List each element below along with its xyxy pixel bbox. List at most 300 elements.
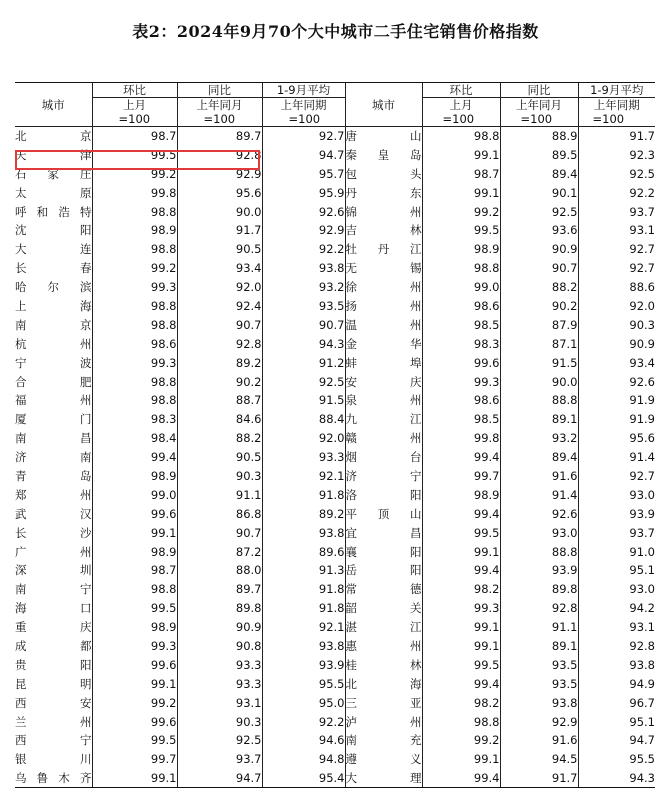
- yoy-value-right: 91.4: [500, 485, 578, 504]
- city-name-left: 广州: [15, 544, 92, 559]
- yoy-value-left: 90.8: [177, 637, 262, 656]
- city-name-left: 长沙: [15, 525, 92, 540]
- avg-value-left: 93.9: [262, 655, 345, 674]
- yoy-value-left: 87.2: [177, 542, 262, 561]
- yoy-value-left: 89.8: [177, 599, 262, 618]
- mom-value-left: 99.1: [92, 523, 177, 542]
- mom-value-left: 98.9: [92, 618, 177, 637]
- avg-value-left: 93.8: [262, 637, 345, 656]
- table-row: [15, 221, 655, 240]
- avg-value-left: 93.8: [262, 523, 345, 542]
- mom-value-left: 98.7: [92, 127, 177, 146]
- yoy-value-right: 91.5: [500, 353, 578, 372]
- city-name-left: 西安: [15, 695, 92, 710]
- city-name-left: 沈阳: [15, 223, 92, 238]
- table-row: [15, 164, 655, 183]
- table-row: [15, 297, 655, 316]
- mom-value-right: 98.8: [422, 127, 500, 146]
- header-avg-group: 1-9月平均: [262, 83, 345, 98]
- table-row: [15, 731, 655, 750]
- yoy-value-right: 91.1: [500, 618, 578, 637]
- mom-value-right: 99.0: [422, 278, 500, 297]
- mom-value-right: 99.4: [422, 448, 500, 467]
- yoy-value-left: 90.3: [177, 467, 262, 486]
- header-mom-sub: 上月: [92, 98, 177, 113]
- mom-value-left: 98.8: [92, 202, 177, 221]
- city-name-left: 太原: [15, 185, 92, 200]
- city-name-left: 长春: [15, 261, 92, 276]
- yoy-value-left: 93.1: [177, 693, 262, 712]
- avg-value-left: 92.2: [262, 240, 345, 259]
- yoy-value-right: 88.2: [500, 278, 578, 297]
- city-name-left: 南京: [15, 317, 92, 332]
- city-name-right: 赣州: [345, 429, 422, 448]
- table-row: [15, 334, 655, 353]
- yoy-value-left: 90.7: [177, 523, 262, 542]
- city-name-left: 重庆: [15, 620, 92, 635]
- mom-value-right: 99.1: [422, 542, 500, 561]
- yoy-value-left: 88.0: [177, 561, 262, 580]
- mom-value-right: 99.1: [422, 750, 500, 769]
- city-name-left: 厦门: [15, 412, 92, 427]
- mom-value-right: 99.4: [422, 769, 500, 788]
- city-name-right: 襄阳: [345, 542, 422, 561]
- city-name-left: 杭州: [15, 336, 92, 351]
- yoy-value-right: 91.6: [500, 467, 578, 486]
- city-name-left: 海口: [15, 601, 92, 616]
- yoy-value-right: 88.8: [500, 391, 578, 410]
- mom-value-right: 99.4: [422, 504, 500, 523]
- mom-value-left: 99.6: [92, 712, 177, 731]
- city-name-left: 深圳: [15, 563, 92, 578]
- avg-value-right: 94.2: [578, 599, 655, 618]
- avg-value-right: 92.7: [578, 259, 655, 278]
- city-name-right: 无锡: [345, 259, 422, 278]
- city-name-left: 乌鲁木齐: [15, 769, 92, 788]
- avg-value-left: 89.6: [262, 542, 345, 561]
- table-row: [15, 183, 655, 202]
- city-name-right: 岳阳: [345, 561, 422, 580]
- header-base: =100: [422, 112, 500, 127]
- yoy-value-left: 88.7: [177, 391, 262, 410]
- mom-value-left: 98.9: [92, 542, 177, 561]
- yoy-value-left: 90.0: [177, 202, 262, 221]
- mom-value-right: 99.8: [422, 429, 500, 448]
- table-row: [15, 504, 655, 523]
- header-city-right: 城市: [345, 83, 422, 127]
- city-name-left: 昆明: [15, 676, 92, 691]
- city-name-right: 包头: [345, 164, 422, 183]
- header-yoy-group-right: 同比: [500, 83, 578, 98]
- avg-value-right: 93.1: [578, 221, 655, 240]
- city-name-left: 北京: [15, 129, 92, 144]
- table-row: [15, 410, 655, 429]
- city-name-right: 金华: [345, 334, 422, 353]
- mom-value-right: 99.5: [422, 523, 500, 542]
- yoy-value-right: 90.2: [500, 297, 578, 316]
- table-row: [15, 429, 655, 448]
- yoy-value-left: 92.4: [177, 297, 262, 316]
- city-name-left: 济南: [15, 450, 92, 465]
- city-name-left: 武汉: [15, 506, 92, 521]
- city-name-left: 上海: [15, 298, 92, 313]
- city-name-right: 安庆: [345, 372, 422, 391]
- mom-value-right: 99.5: [422, 221, 500, 240]
- avg-value-left: 92.2: [262, 712, 345, 731]
- avg-value-right: 95.1: [578, 712, 655, 731]
- avg-value-left: 92.1: [262, 467, 345, 486]
- mom-value-right: 99.3: [422, 599, 500, 618]
- mom-value-right: 98.5: [422, 410, 500, 429]
- header-yoy-sub: 上年同月: [177, 98, 262, 113]
- price-index-table: [15, 82, 655, 788]
- avg-value-left: 95.9: [262, 183, 345, 202]
- avg-value-right: 92.5: [578, 164, 655, 183]
- mom-value-right: 99.4: [422, 674, 500, 693]
- avg-value-right: 95.5: [578, 750, 655, 769]
- table-row: [15, 315, 655, 334]
- yoy-value-right: 93.5: [500, 655, 578, 674]
- mom-value-right: 99.3: [422, 372, 500, 391]
- mom-value-right: 98.2: [422, 580, 500, 599]
- yoy-value-right: 90.0: [500, 372, 578, 391]
- city-name-left: 呼和浩特: [15, 204, 92, 219]
- table-row: [15, 674, 655, 693]
- city-name-left: 南宁: [15, 582, 92, 597]
- avg-value-right: 92.2: [578, 183, 655, 202]
- city-name-left: 宁波: [15, 355, 92, 370]
- city-name-left: 南昌: [15, 431, 92, 446]
- table-header: [15, 83, 655, 127]
- city-name-right: 三亚: [345, 693, 422, 712]
- table-row: [15, 542, 655, 561]
- avg-value-left: 94.6: [262, 731, 345, 750]
- city-name-right: 丹东: [345, 183, 422, 202]
- avg-value-right: 90.9: [578, 334, 655, 353]
- yoy-value-right: 89.4: [500, 164, 578, 183]
- yoy-value-right: 92.6: [500, 504, 578, 523]
- city-name-right: 吉林: [345, 221, 422, 240]
- city-name-left: 西宁: [15, 733, 92, 748]
- yoy-value-left: 89.7: [177, 127, 262, 146]
- mom-value-left: 99.6: [92, 504, 177, 523]
- city-name-left: 哈尔滨: [15, 280, 92, 295]
- yoy-value-right: 90.7: [500, 259, 578, 278]
- table-row: [15, 580, 655, 599]
- avg-value-right: 96.7: [578, 693, 655, 712]
- avg-value-right: 95.6: [578, 429, 655, 448]
- avg-value-left: 92.5: [262, 372, 345, 391]
- avg-value-left: 92.0: [262, 429, 345, 448]
- table-row: [15, 145, 655, 164]
- mom-value-right: 98.8: [422, 259, 500, 278]
- city-name-left: 天津: [15, 147, 92, 162]
- avg-value-right: 95.1: [578, 561, 655, 580]
- yoy-value-left: 84.6: [177, 410, 262, 429]
- city-name-right: 南充: [345, 731, 422, 750]
- yoy-value-left: 92.9: [177, 164, 262, 183]
- header-mom-group: 环比: [92, 83, 177, 98]
- yoy-value-left: 93.7: [177, 750, 262, 769]
- avg-value-right: 91.9: [578, 391, 655, 410]
- header-mom-group-right: 环比: [422, 83, 500, 98]
- mom-value-left: 99.1: [92, 674, 177, 693]
- mom-value-left: 98.8: [92, 391, 177, 410]
- header-base: =100: [177, 112, 262, 127]
- header-base: =100: [262, 112, 345, 127]
- avg-value-right: 93.0: [578, 485, 655, 504]
- city-name-right: 泸州: [345, 712, 422, 731]
- avg-value-left: 95.7: [262, 164, 345, 183]
- mom-value-right: 98.3: [422, 334, 500, 353]
- yoy-value-left: 93.3: [177, 674, 262, 693]
- mom-value-right: 99.1: [422, 618, 500, 637]
- avg-value-right: 93.9: [578, 504, 655, 523]
- mom-value-right: 99.1: [422, 145, 500, 164]
- yoy-value-right: 87.9: [500, 315, 578, 334]
- mom-value-right: 98.7: [422, 164, 500, 183]
- city-name-left: 石家庄: [15, 166, 92, 181]
- mom-value-left: 99.5: [92, 599, 177, 618]
- yoy-value-right: 94.5: [500, 750, 578, 769]
- mom-value-right: 99.5: [422, 655, 500, 674]
- yoy-value-right: 93.0: [500, 523, 578, 542]
- avg-value-left: 91.2: [262, 353, 345, 372]
- avg-value-left: 95.4: [262, 769, 345, 788]
- city-name-right: 扬州: [345, 297, 422, 316]
- yoy-value-right: 90.1: [500, 183, 578, 202]
- mom-value-left: 99.0: [92, 485, 177, 504]
- mom-value-right: 99.2: [422, 731, 500, 750]
- city-name-right: 九江: [345, 410, 422, 429]
- table-row: [15, 127, 655, 146]
- table-row: [15, 599, 655, 618]
- yoy-value-right: 93.2: [500, 429, 578, 448]
- avg-value-left: 88.4: [262, 410, 345, 429]
- city-name-right: 锦州: [345, 202, 422, 221]
- yoy-value-left: 94.7: [177, 769, 262, 788]
- city-name-right: 湛江: [345, 618, 422, 637]
- city-name-right: 济宁: [345, 467, 422, 486]
- city-name-right: 平顶山: [345, 504, 422, 523]
- avg-value-left: 93.5: [262, 297, 345, 316]
- yoy-value-left: 92.8: [177, 334, 262, 353]
- mom-value-right: 99.1: [422, 637, 500, 656]
- city-name-right: 秦皇岛: [345, 145, 422, 164]
- header-base: =100: [578, 112, 655, 127]
- yoy-value-left: 90.3: [177, 712, 262, 731]
- avg-value-right: 93.7: [578, 202, 655, 221]
- mom-value-left: 99.8: [92, 183, 177, 202]
- yoy-value-right: 90.9: [500, 240, 578, 259]
- avg-value-right: 93.1: [578, 618, 655, 637]
- avg-value-left: 92.9: [262, 221, 345, 240]
- city-name-right: 徐州: [345, 278, 422, 297]
- table-row: [15, 655, 655, 674]
- mom-value-left: 99.5: [92, 145, 177, 164]
- city-name-right: 遵义: [345, 750, 422, 769]
- yoy-value-right: 93.8: [500, 693, 578, 712]
- yoy-value-right: 92.5: [500, 202, 578, 221]
- city-name-left: 郑州: [15, 487, 92, 502]
- avg-value-right: 93.8: [578, 655, 655, 674]
- mom-value-left: 98.3: [92, 410, 177, 429]
- avg-value-left: 93.2: [262, 278, 345, 297]
- mom-value-left: 99.1: [92, 769, 177, 788]
- yoy-value-left: 89.2: [177, 353, 262, 372]
- city-name-left: 合肥: [15, 374, 92, 389]
- avg-value-left: 93.3: [262, 448, 345, 467]
- yoy-value-right: 89.5: [500, 145, 578, 164]
- table-body: [15, 127, 655, 788]
- avg-value-left: 92.6: [262, 202, 345, 221]
- mom-value-left: 99.2: [92, 693, 177, 712]
- mom-value-left: 98.6: [92, 334, 177, 353]
- yoy-value-right: 92.9: [500, 712, 578, 731]
- mom-value-left: 99.6: [92, 655, 177, 674]
- avg-value-left: 91.3: [262, 561, 345, 580]
- yoy-value-right: 93.5: [500, 674, 578, 693]
- avg-value-right: 90.3: [578, 315, 655, 334]
- yoy-value-right: 89.4: [500, 448, 578, 467]
- table-row: [15, 618, 655, 637]
- yoy-value-left: 90.2: [177, 372, 262, 391]
- mom-value-left: 99.2: [92, 259, 177, 278]
- table-row: [15, 750, 655, 769]
- city-name-right: 牡丹江: [345, 240, 422, 259]
- city-name-left: 青岛: [15, 468, 92, 483]
- yoy-value-left: 90.5: [177, 448, 262, 467]
- avg-value-left: 91.8: [262, 580, 345, 599]
- avg-value-right: 91.4: [578, 448, 655, 467]
- mom-value-right: 99.4: [422, 561, 500, 580]
- mom-value-right: 98.2: [422, 693, 500, 712]
- mom-value-left: 99.3: [92, 637, 177, 656]
- yoy-value-left: 92.0: [177, 278, 262, 297]
- city-name-left: 兰州: [15, 714, 92, 729]
- header-yoy-group: 同比: [177, 83, 262, 98]
- mom-value-left: 99.3: [92, 353, 177, 372]
- header-base: =100: [500, 112, 578, 127]
- yoy-value-left: 90.5: [177, 240, 262, 259]
- city-name-right: 烟台: [345, 448, 422, 467]
- avg-value-right: 94.3: [578, 769, 655, 788]
- yoy-value-right: 88.8: [500, 542, 578, 561]
- yoy-value-right: 91.6: [500, 731, 578, 750]
- yoy-value-left: 95.6: [177, 183, 262, 202]
- avg-value-right: 91.9: [578, 410, 655, 429]
- avg-value-left: 92.1: [262, 618, 345, 637]
- yoy-value-right: 89.1: [500, 637, 578, 656]
- mom-value-left: 99.3: [92, 278, 177, 297]
- avg-value-left: 91.5: [262, 391, 345, 410]
- table-row: [15, 712, 655, 731]
- avg-value-right: 92.0: [578, 297, 655, 316]
- city-name-left: 成都: [15, 638, 92, 653]
- header-avg-group-right: 1-9月平均: [578, 83, 655, 98]
- mom-value-left: 98.9: [92, 467, 177, 486]
- header-avg-sub: 上年同期: [262, 98, 345, 113]
- table-row: [15, 391, 655, 410]
- yoy-value-right: 89.1: [500, 410, 578, 429]
- avg-value-left: 95.5: [262, 674, 345, 693]
- avg-value-right: 93.0: [578, 580, 655, 599]
- yoy-value-left: 92.5: [177, 731, 262, 750]
- mom-value-left: 98.7: [92, 561, 177, 580]
- mom-value-right: 98.9: [422, 485, 500, 504]
- avg-value-left: 94.3: [262, 334, 345, 353]
- city-name-right: 惠州: [345, 637, 422, 656]
- mom-value-left: 98.8: [92, 297, 177, 316]
- table-row: [15, 372, 655, 391]
- yoy-value-left: 90.9: [177, 618, 262, 637]
- avg-value-right: 93.4: [578, 353, 655, 372]
- avg-value-right: 92.3: [578, 145, 655, 164]
- yoy-value-left: 88.2: [177, 429, 262, 448]
- avg-value-left: 92.7: [262, 127, 345, 146]
- yoy-value-right: 89.8: [500, 580, 578, 599]
- yoy-value-right: 87.1: [500, 334, 578, 353]
- table-row: [15, 259, 655, 278]
- mom-value-left: 98.8: [92, 580, 177, 599]
- avg-value-right: 92.8: [578, 637, 655, 656]
- table-row: [15, 202, 655, 221]
- city-name-right: 大理: [345, 769, 422, 788]
- mom-value-left: 98.8: [92, 372, 177, 391]
- header-yoy-sub-right: 上年同月: [500, 98, 578, 113]
- avg-value-left: 94.7: [262, 145, 345, 164]
- table-row: [15, 240, 655, 259]
- yoy-value-right: 93.9: [500, 561, 578, 580]
- table-row: [15, 467, 655, 486]
- mom-value-left: 99.7: [92, 750, 177, 769]
- city-name-right: 蚌埠: [345, 353, 422, 372]
- city-name-right: 北海: [345, 674, 422, 693]
- page-title: 表2：2024年9月70个大中城市二手住宅销售价格指数: [132, 22, 539, 41]
- table-row: [15, 278, 655, 297]
- city-name-left: 大连: [15, 242, 92, 257]
- mom-value-right: 99.2: [422, 202, 500, 221]
- city-name-right: 温州: [345, 315, 422, 334]
- table-row: [15, 448, 655, 467]
- city-name-left: 贵阳: [15, 657, 92, 672]
- city-name-right: 常德: [345, 580, 422, 599]
- avg-value-left: 91.8: [262, 599, 345, 618]
- mom-value-left: 98.8: [92, 240, 177, 259]
- yoy-value-right: 88.9: [500, 127, 578, 146]
- mom-value-right: 99.7: [422, 467, 500, 486]
- avg-value-right: 91.0: [578, 542, 655, 561]
- header-base: =100: [92, 112, 177, 127]
- city-name-left: 福州: [15, 393, 92, 408]
- yoy-value-left: 93.3: [177, 655, 262, 674]
- yoy-value-left: 86.8: [177, 504, 262, 523]
- table-row: [15, 561, 655, 580]
- avg-value-left: 95.0: [262, 693, 345, 712]
- header-avg-sub-right: 上年同期: [578, 98, 655, 113]
- table-row: [15, 353, 655, 372]
- yoy-value-left: 91.1: [177, 485, 262, 504]
- table-row: [15, 523, 655, 542]
- mom-value-left: 98.8: [92, 315, 177, 334]
- mom-value-right: 98.6: [422, 297, 500, 316]
- city-name-right: 韶关: [345, 599, 422, 618]
- avg-value-left: 94.8: [262, 750, 345, 769]
- table-row: [15, 693, 655, 712]
- mom-value-right: 98.6: [422, 391, 500, 410]
- table-row: [15, 637, 655, 656]
- avg-value-right: 92.7: [578, 467, 655, 486]
